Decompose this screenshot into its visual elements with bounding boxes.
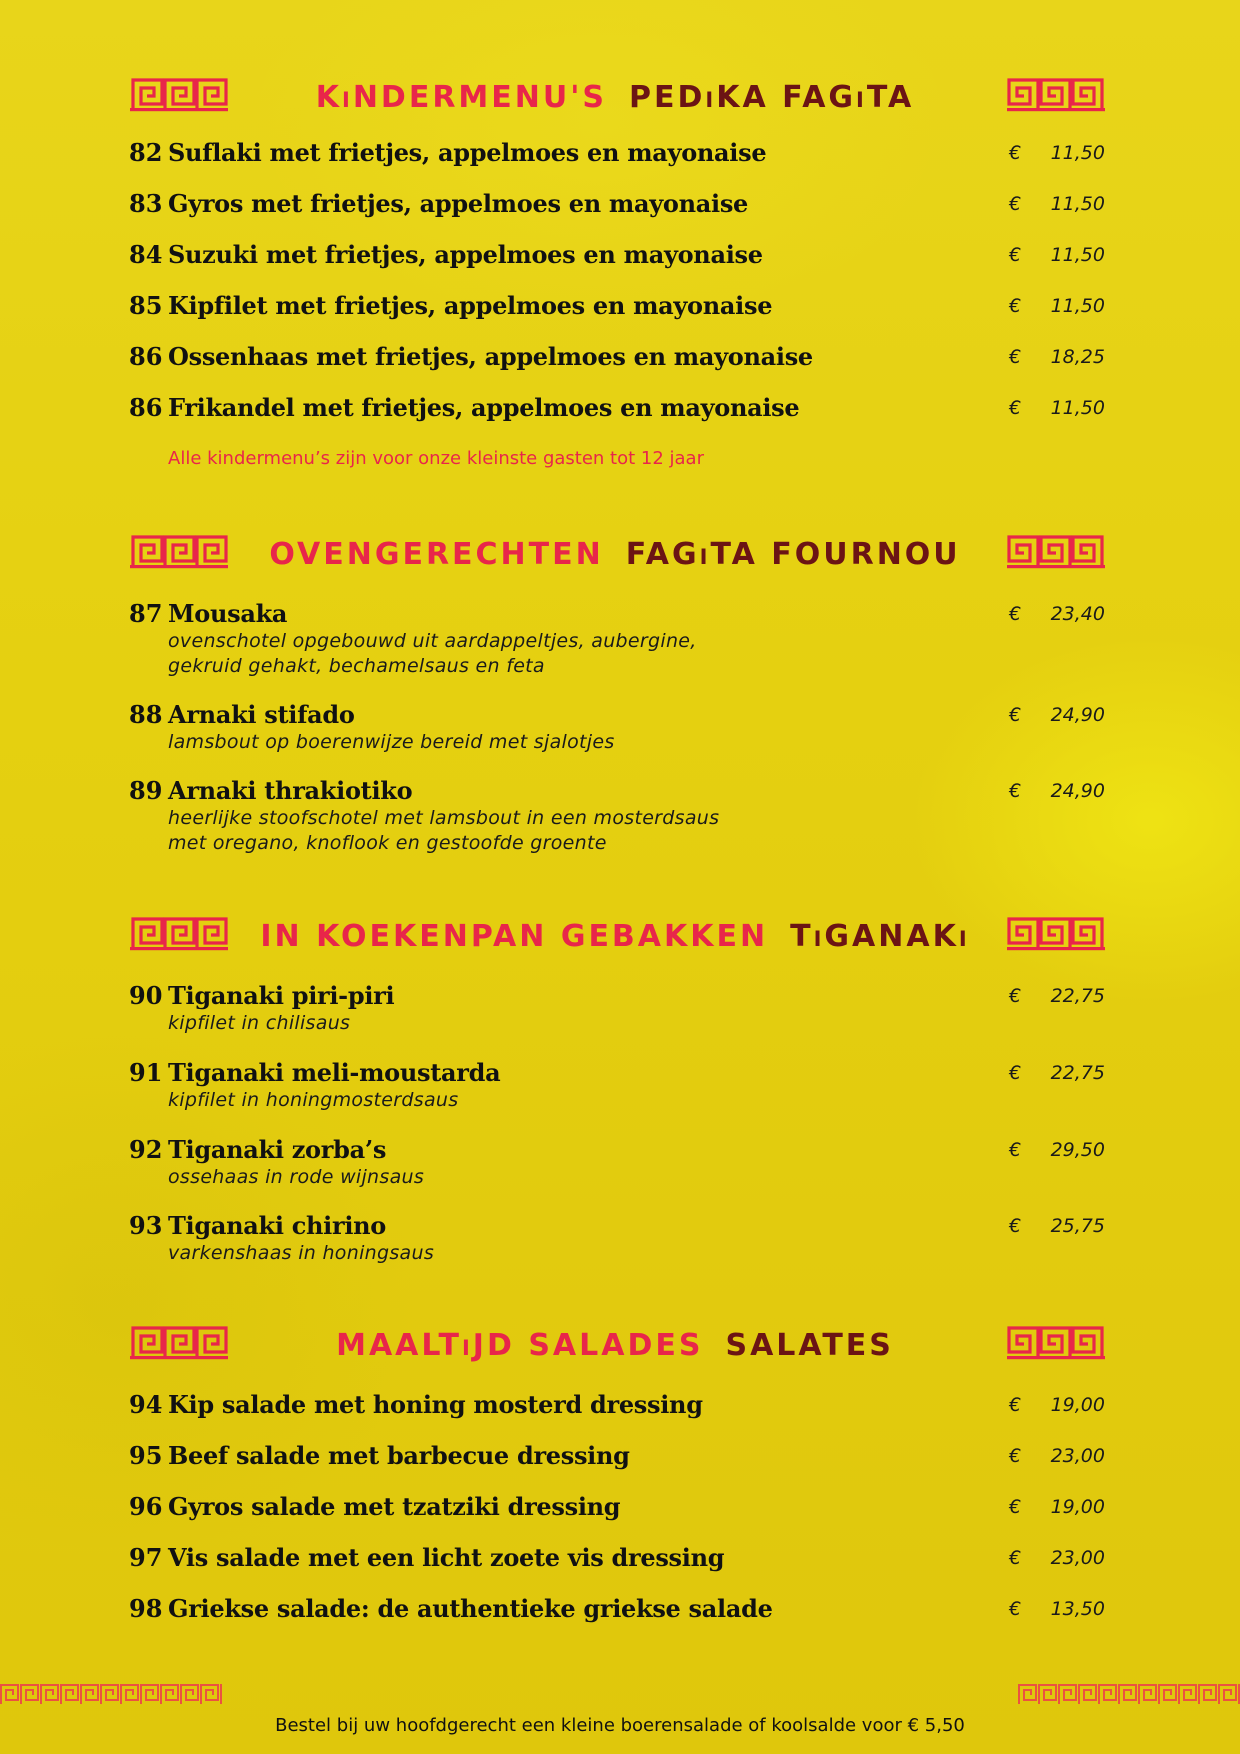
section-header (0, 917, 1240, 957)
item-name: Gyros met frietjes, appelmoes en mayonaise (168, 189, 748, 218)
item-currency: € (1009, 985, 1022, 1007)
item-description-line: gekruid gehakt, bechamelsaus en feta (168, 655, 545, 677)
item-description (168, 1165, 868, 1190)
item-price: 24,90 (1050, 780, 1105, 802)
item-description (168, 806, 868, 856)
item-number: 86 (129, 342, 163, 371)
item-description-line: kipfilet in honingmosterdsaus (168, 1089, 459, 1111)
item-number: 97 (129, 1543, 163, 1572)
item-price: 22,75 (1050, 1062, 1105, 1084)
section-note: Alle kindermenu’s zijn voor onze kleinste gasten tot 12 jaar (168, 448, 704, 469)
greek-key-meander-icon (1007, 1326, 1105, 1360)
section-title-greek: SALATES (725, 1328, 894, 1363)
footer-note: Bestel bij uw hoofdgerecht een kleine boerensalade of koolsalde voor € 5,50 (275, 1715, 965, 1736)
section-title (230, 1328, 1000, 1363)
item-currency: € (1009, 780, 1022, 802)
item-price: 23,00 (1050, 1547, 1105, 1569)
item-name: Frikandel met frietjes, appelmoes en mayonaise (168, 393, 800, 422)
item-description (168, 1011, 868, 1036)
item-description-line: varkenshaas in honingsaus (168, 1242, 435, 1264)
section-title (230, 919, 1000, 954)
item-name: Vis salade met een licht zoete vis dressing (168, 1543, 725, 1572)
item-currency: € (1009, 193, 1022, 215)
item-description-line: lamsbout op boerenwijze bereid met sjalotjes (168, 731, 615, 753)
item-number: 90 (129, 981, 163, 1010)
section-header (0, 535, 1240, 575)
item-name: Tiganaki zorba’s (168, 1135, 387, 1164)
item-name: Mousaka (168, 599, 288, 628)
item-name: Beef salade met barbecue dressing (168, 1441, 630, 1470)
item-currency: € (1009, 244, 1022, 266)
greek-key-meander-icon (130, 917, 228, 951)
item-price: 11,50 (1050, 142, 1105, 164)
item-price: 23,40 (1050, 603, 1105, 625)
item-name: Griekse salade: de authentieke griekse salade (168, 1594, 773, 1623)
item-number: 83 (129, 189, 163, 218)
item-price: 19,00 (1050, 1394, 1105, 1416)
section-title-dutch: KiNDERMENU'S (315, 80, 608, 115)
greek-key-meander-icon (130, 535, 228, 569)
item-currency: € (1009, 1062, 1022, 1084)
item-number: 88 (129, 700, 163, 729)
section-title-dutch: OVENGERECHTEN (269, 537, 604, 572)
section-title-greek: TiGANAKi (790, 919, 970, 954)
item-number: 86 (129, 393, 163, 422)
section-header (0, 1326, 1240, 1366)
item-description (168, 730, 868, 755)
greek-key-meander-icon (1007, 78, 1105, 112)
item-currency: € (1009, 1598, 1022, 1620)
item-currency: € (1009, 603, 1022, 625)
item-name: Tiganaki chirino (168, 1211, 387, 1240)
item-number: 95 (129, 1441, 163, 1470)
item-number: 84 (129, 240, 163, 269)
section-title-dutch: IN KOEKENPAN GEBAKKEN (260, 919, 769, 954)
item-number: 91 (129, 1058, 163, 1087)
item-currency: € (1009, 1496, 1022, 1518)
item-number: 87 (129, 599, 163, 628)
item-name: Ossenhaas met frietjes, appelmoes en mayonaise (168, 342, 813, 371)
item-number: 85 (129, 291, 163, 320)
item-description-line: kipfilet in chilisaus (168, 1012, 351, 1034)
item-price: 23,00 (1050, 1445, 1105, 1467)
item-name: Tiganaki meli-moustarda (168, 1058, 501, 1087)
item-description (168, 1241, 868, 1266)
section-title (230, 80, 1000, 115)
item-description-line: ossehaas in rode wijnsaus (168, 1166, 425, 1188)
item-currency: € (1009, 397, 1022, 419)
item-price: 24,90 (1050, 704, 1105, 726)
section-title-dutch: MAALTiJD SALADES (336, 1328, 704, 1363)
item-number: 98 (129, 1594, 163, 1623)
item-price: 19,00 (1050, 1496, 1105, 1518)
item-number: 96 (129, 1492, 163, 1521)
section-title-greek: FAGiTA FOURNOU (625, 537, 961, 572)
item-price: 11,50 (1050, 193, 1105, 215)
item-name: Suflaki met frietjes, appelmoes en mayonaise (168, 138, 767, 167)
item-name: Suzuki met frietjes, appelmoes en mayonaise (168, 240, 763, 269)
item-number: 92 (129, 1135, 163, 1164)
item-description-line: met oregano, knoflook en gestoofde groente (168, 832, 607, 854)
item-name: Arnaki thrakiotiko (168, 776, 413, 805)
item-price: 22,75 (1050, 985, 1105, 1007)
item-price: 29,50 (1050, 1139, 1105, 1161)
item-currency: € (1009, 346, 1022, 368)
item-price: 25,75 (1050, 1215, 1105, 1237)
item-name: Arnaki stifado (168, 700, 355, 729)
item-number: 93 (129, 1211, 163, 1240)
item-description-line: heerlijke stoofschotel met lamsbout in een mosterdsaus (168, 807, 720, 829)
item-name: Tiganaki piri-piri (168, 981, 395, 1010)
item-description (168, 629, 868, 679)
item-currency: € (1009, 1394, 1022, 1416)
greek-key-meander-icon (1007, 535, 1105, 569)
greek-key-meander-icon (1007, 917, 1105, 951)
item-currency: € (1009, 1215, 1022, 1237)
item-name: Kipfilet met frietjes, appelmoes en mayonaise (168, 291, 773, 320)
item-name: Gyros salade met tzatziki dressing (168, 1492, 621, 1521)
section-title (230, 537, 1000, 572)
item-price: 11,50 (1050, 397, 1105, 419)
item-currency: € (1009, 1445, 1022, 1467)
item-description (168, 1088, 868, 1113)
section-header (0, 78, 1240, 118)
item-currency: € (1009, 142, 1022, 164)
item-name: Kip salade met honing mosterd dressing (168, 1390, 703, 1419)
greek-key-band-icon (1018, 1683, 1240, 1705)
item-price: 11,50 (1050, 295, 1105, 317)
item-currency: € (1009, 704, 1022, 726)
greek-key-meander-icon (130, 1326, 228, 1360)
item-number: 94 (129, 1390, 163, 1419)
greek-key-meander-icon (130, 78, 228, 112)
item-currency: € (1009, 1547, 1022, 1569)
greek-key-band-icon (0, 1683, 222, 1705)
item-number: 89 (129, 776, 163, 805)
section-title-greek: PEDiKA FAGiTA (629, 80, 915, 115)
item-currency: € (1009, 295, 1022, 317)
item-price: 18,25 (1050, 346, 1105, 368)
item-currency: € (1009, 1139, 1022, 1161)
item-price: 11,50 (1050, 244, 1105, 266)
item-price: 13,50 (1050, 1598, 1105, 1620)
item-number: 82 (129, 138, 163, 167)
item-description-line: ovenschotel opgebouwd uit aardappeltjes, aubergine, (168, 630, 697, 652)
